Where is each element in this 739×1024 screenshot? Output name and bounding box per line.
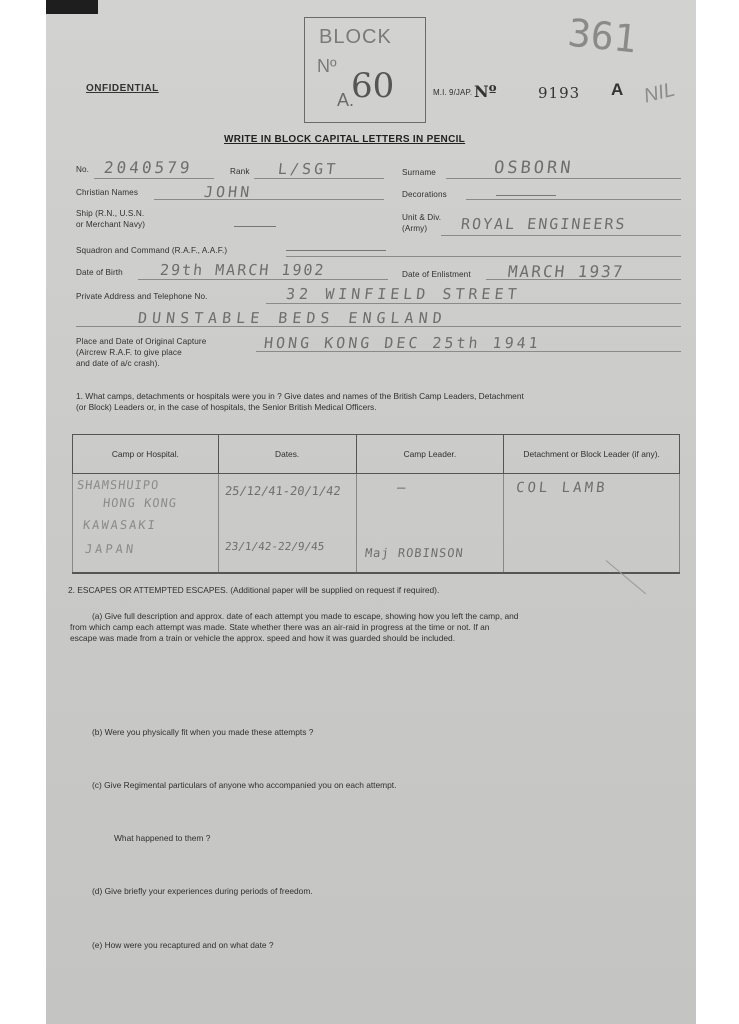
ship-label-2: or Merchant Navy)	[76, 220, 146, 229]
question-d: (d) Give briefly your experiences during periods of freedom.	[92, 886, 313, 896]
question-b: (b) Were you physically fit when you made these attempts ?	[92, 727, 314, 737]
ship-label-1: Ship (R.N., U.S.N.	[76, 209, 145, 218]
unit-label-2: (Army)	[402, 224, 428, 233]
corner-number: 361	[565, 10, 639, 62]
rank-field-label: Rank	[230, 167, 250, 176]
no-label: Nº	[474, 82, 497, 101]
surname-value: OSBORN	[492, 158, 575, 178]
confidential-label: ONFIDENTIAL	[86, 83, 159, 94]
col-block-leader-header: Detachment or Block Leader (if any).	[504, 435, 680, 474]
stamp-a: A.	[337, 90, 355, 110]
question-c: (c) Give Regimental particulars of anyone who accompanied you on each attempt.	[92, 780, 397, 790]
question-c-followup: What happened to them ?	[114, 833, 211, 843]
camp-leader-cell	[356, 474, 504, 574]
camp-2-line-1: KAWASAKI	[82, 518, 158, 532]
surname-field-label: Surname	[402, 168, 436, 177]
capture-label-2: (Aircrew R.A.F. to give place	[76, 348, 182, 357]
capture-label-3: and date of a/c crash).	[76, 359, 160, 368]
address-line-2: DUNSTABLE BEDS ENGLAND	[137, 309, 448, 327]
instruction-title: WRITE IN BLOCK CAPITAL LETTERS IN PENCIL	[224, 134, 466, 145]
stamp-number: 60	[351, 66, 395, 106]
block-stamp	[304, 17, 426, 123]
section1-question-line1: 1. What camps, detachments or hospitals were you in ? Give dates and names of the British Camp Leaders, Detachment	[76, 391, 524, 401]
dates-1: 25/12/41-20/1/42	[224, 484, 342, 498]
squadron-label: Squadron and Command (R.A.F., A.A.F.)	[76, 246, 228, 255]
paper-tab	[46, 0, 98, 14]
section2-a-line3: escape was made from a train or vehicle the approx. speed and how it was guarded should be included.	[70, 633, 456, 643]
camp-2-line-2: JAPAN	[84, 542, 137, 556]
capture-value: HONG KONG DEC 25th 1941	[263, 334, 542, 352]
question-e: (e) How were you recaptured and on what date ?	[92, 940, 274, 950]
unit-value: ROYAL ENGINEERS	[460, 215, 628, 233]
camp-cell	[73, 474, 219, 574]
address-line-1: 32 WINFIELD STREET	[285, 285, 522, 303]
section2-a-line2: from which camp each attempt was made. State whether there was an air-raid in progress at the time or not. If an	[70, 622, 490, 632]
christian-names-label: Christian Names	[76, 188, 139, 197]
christian-names-value: JOHN	[203, 183, 254, 201]
block-leader-cell	[504, 474, 680, 574]
camp-1-line-2: HONG KONG	[102, 496, 178, 510]
leader-1: —	[395, 480, 409, 496]
enlistment-label: Date of Enlistment	[402, 270, 471, 279]
dob-label: Date of Birth	[76, 268, 123, 277]
section1-question-line2: (or Block) Leaders or, in the case of hospitals, the Senior British Medical Officers.	[76, 402, 377, 412]
leader-2: Maj ROBINSON	[363, 546, 464, 560]
address-label: Private Address and Telephone No.	[76, 292, 208, 301]
col-camp-header: Camp or Hospital.	[73, 435, 219, 474]
capture-label-1: Place and Date of Original Capture	[76, 337, 207, 346]
section2-title: 2. ESCAPES OR ATTEMPTED ESCAPES. (Additional paper will be supplied on request if required).	[68, 585, 440, 595]
dob-value: 29th MARCH 1902	[159, 261, 327, 279]
camps-table	[72, 434, 680, 574]
section2-a-line1: (a) Give full description and approx. date of each attempt you made to escape, showing how you left the camp, and	[92, 611, 519, 621]
camp-1-line-1: SHAMSHUIPO	[76, 478, 160, 492]
decorations-label: Decorations	[402, 190, 447, 199]
dates-cell	[218, 474, 356, 574]
stamp-block: BLOCK	[319, 26, 392, 48]
enlistment-value: MARCH 1937	[507, 262, 626, 281]
stamp-no: Nº	[317, 56, 337, 76]
unit-label-1: Unit & Div.	[402, 213, 442, 222]
service-number-value: 2040579	[103, 158, 194, 177]
col-dates-header: Dates.	[218, 435, 356, 474]
form-page	[46, 0, 696, 1024]
block-leader-1: COL LAMB	[515, 480, 609, 496]
dates-2: 23/1/42-22/9/45	[224, 540, 325, 553]
no-field-label: No.	[76, 165, 90, 174]
rank-value: L/SGT	[277, 160, 340, 178]
corner-note: NIL	[641, 78, 678, 108]
serial-suffix: A	[611, 80, 624, 99]
col-camp-leader-header: Camp Leader.	[356, 435, 504, 474]
serial-number: 9193	[538, 84, 581, 102]
form-code: M.I. 9/JAP.	[433, 88, 473, 97]
